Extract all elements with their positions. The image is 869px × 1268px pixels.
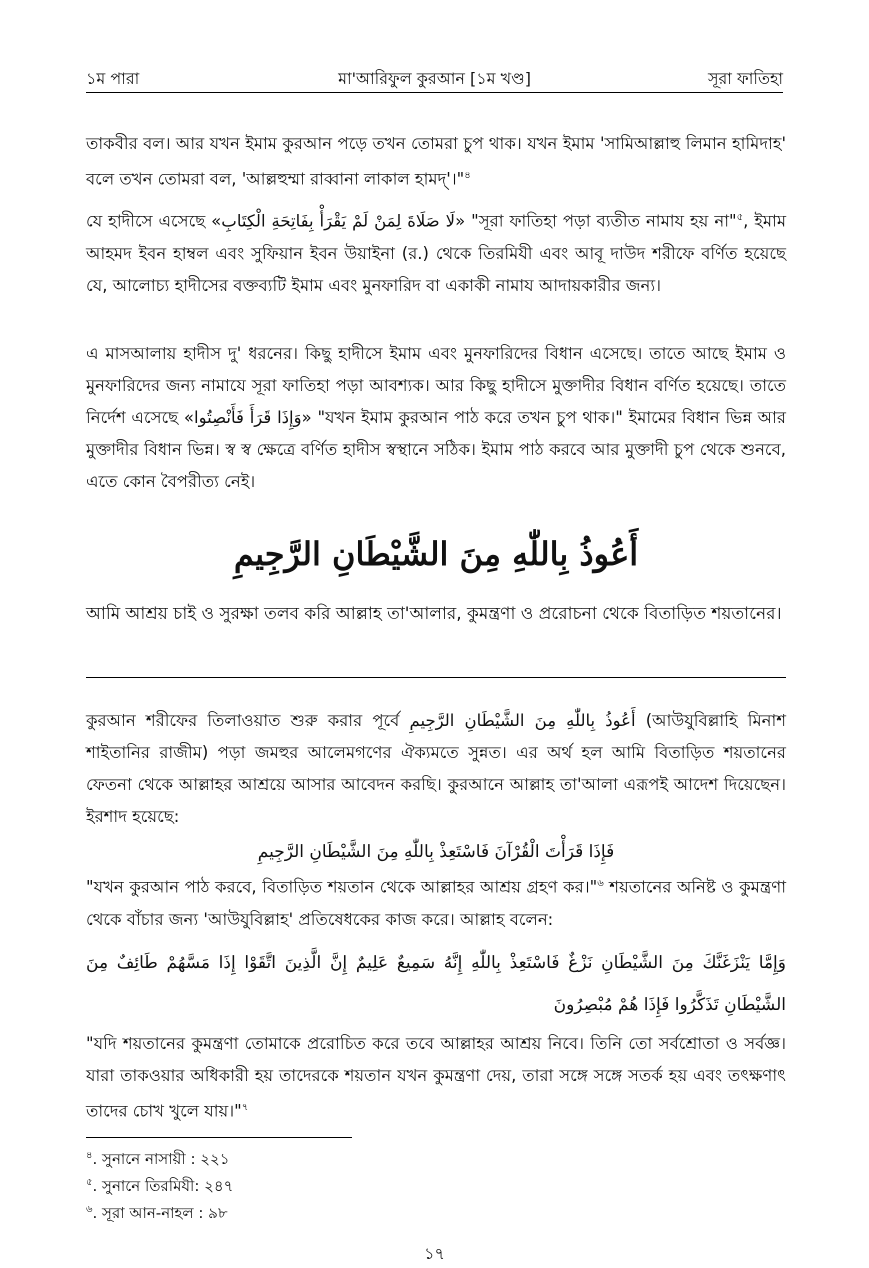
- footnote-divider: [86, 1137, 352, 1138]
- header-para: ১ম পারা: [86, 69, 140, 88]
- footnote-ref[interactable]: ৪: [464, 170, 471, 181]
- footnote-ref[interactable]: ৬: [597, 878, 604, 889]
- paragraph-4: কুরআন শরীফের তিলাওয়াত শুরু করার পূর্বে أَعُوذُ بِاللّٰهِ مِنَ الشَّيْطَانِ الرَّجِيمِ (আউযুবিল্লাহি মিনাশ শাইতানির রাজীম) পড়া জমহুর আলেমগণের ঐক্যমতে সুন্নত। এর অর্থ হল আমি বিতাড়িত শয়তানের ফেতনা থেকে আল্লাহর আশ্রয়ে আসার আবেদন করছি। কুরআনে আল্লাহ তা'আলা এরূপই আদেশ দিয়েছেন। ইরশাদ হয়েছে:: [86, 711, 787, 826]
- arabic-taawwuz: أَعُوذُ بِاللّٰهِ مِنَ الشَّيْطَانِ الرَّجِيمِ: [409, 711, 636, 730]
- header-book-title: মা'আরিফুল কুরআন [১ম খণ্ড]: [338, 69, 531, 88]
- running-header: [86, 62, 783, 93]
- footnote-4: $^৪$. সুনানে নাসায়ী : ২২১: [86, 1150, 230, 1168]
- footnote-5: $^৫$. সুনানে তিরমিযী: ২৪৭: [86, 1177, 234, 1195]
- taawwuz-translation: আমি আশ্রয় চাই ও সুরক্ষা তলব করি আল্লাহ তা'আলার, কুমন্ত্রণা ও প্ররোচনা থেকে বিতাড়িত শয়তানের।: [86, 604, 782, 624]
- footnote-ref[interactable]: ৫: [736, 212, 744, 223]
- paragraph-6: "যদি শয়তানের কুমন্ত্রণা তোমাকে প্ররোচিত করে তবে আল্লাহর আশ্রয় নিবে। তিনি তো সর্বশ্রোতা ও সর্বজ্ঞ। যারা তাকওয়ার অধিকারী হয় তাদেরকে শয়তান যখন কুমন্ত্রণা দেয়, তারা সঙ্গে সঙ্গে সতর্ক হয় এবং তৎক্ষণাৎ তাদের চোখ খুলে যায়।"$^৭$: [86, 1034, 786, 1121]
- paragraph-3: এ মাসআলায় হাদীস দু' ধরনের। কিছু হাদীসে ইমাম এবং মুনফারিদের বিধান এসেছে। তাতে আছে ইমাম ও মুনফারিদের জন্য নামাযে সূরা ফাতিহা পড়া আবশ্যক। আর কিছু হাদীসে মুক্তাদীর বিধান বর্ণিত হয়েছে। তাতে নির্দেশ এসেছে «وَإِذَا قَرَأَ فَأَنْصِتُوا» "যখন ইমাম কুরআন পাঠ করে তখন চুপ থাক।" ইমামের বিধান ভিন্ন আর মুক্তাদীর বিধান ভিন্ন। স্ব স্ব ক্ষেত্রে বর্ণিত হাদীস স্বস্থানে সঠিক। ইমাম পাঠ করবে আর মুক্তাদী চুপ থেকে শুনবে, এতে কোন বৈপরীত্য নেই।: [86, 344, 786, 491]
- quran-verse-2: وَإِمَّا يَنْزَغَنَّكَ مِنَ الشَّيْطَانِ نَزْغٌ فَاسْتَعِذْ بِاللّٰهِ إِنَّهُ سَمِيعٌ عَلِيمٌ إِنَّ الَّذِينَ اتَّقَوْا إِذَا مَسَّهُمْ طَائِفٌ مِنَ الشَّيْطَانِ تَذَكَّرُوا فَإِذَا هُمْ مُبْصِرُونَ: [86, 953, 786, 1015]
- section-divider: [86, 677, 786, 678]
- paragraph-2: যে হাদীসে এসেছে «لَا صَلَاةَ لِمَنْ لَمْ يَقْرَأْ بِفَاتِحَةِ الْكِتَابِ» "সূরা ফাতিহা পড়া ব্যতীত নামায হয় না"$^৫$, ইমাম আহমদ ইবন হাম্বল এবং সুফিয়ান ইবন উয়াইনা (র.) থেকে তিরমিযী এবং আবূ দাউদ শরীফে বর্ণিত হয়েছে যে, আলোচ্য হাদীসের বক্তব্যটি ইমাম এবং মুনফারিদ বা একাকী নামায আদায়কারীর জন্য।: [86, 211, 786, 295]
- page-number: ১৭: [424, 1244, 445, 1263]
- header-surah: সূরা ফাতিহা: [707, 69, 783, 88]
- quran-verse-1: فَإِذَا قَرَأْتَ الْقُرْآنَ فَاسْتَعِذْ بِاللّٰهِ مِنَ الشَّيْطَانِ الرَّجِيمِ: [257, 842, 615, 862]
- taawwuz-heading: أَعُوذُ بِاللّٰهِ مِنَ الشَّيْطَانِ الرَّجِيمِ: [233, 535, 639, 573]
- paragraph-5: "যখন কুরআন পাঠ করবে, বিতাড়িত শয়তান থেকে আল্লাহর আশ্রয় গ্রহণ কর।"$^৬$ শয়তানের অনিষ্ট ও কুমন্ত্রণা থেকে বাঁচার জন্য 'আউযুবিল্লাহ' প্রতিষেধকের কাজ করে। আল্লাহ বলেন:: [86, 877, 786, 929]
- footnote-ref[interactable]: ৭: [241, 1102, 249, 1113]
- arabic-hadith: لَا صَلَاةَ لِمَنْ لَمْ يَقْرَأْ بِفَاتِحَةِ الْكِتَابِ: [221, 211, 456, 231]
- paragraph-1: তাকবীর বল। আর যখন ইমাম কুরআন পড়ে তখন তোমরা চুপ থাক। যখন ইমাম 'সামিআল্লাহু লিমান হামিদাহ' বলে তখন তোমরা বল, 'আল্লহুম্মা রাব্বানা লাকাল হামদ্'।"$^৪$: [86, 134, 786, 189]
- footnote-6: $^৬$. সূরা আন-নাহল : ৯৮: [86, 1204, 228, 1222]
- arabic-hadith: وَإِذَا قَرَأَ فَأَنْصِتُوا: [194, 408, 302, 427]
